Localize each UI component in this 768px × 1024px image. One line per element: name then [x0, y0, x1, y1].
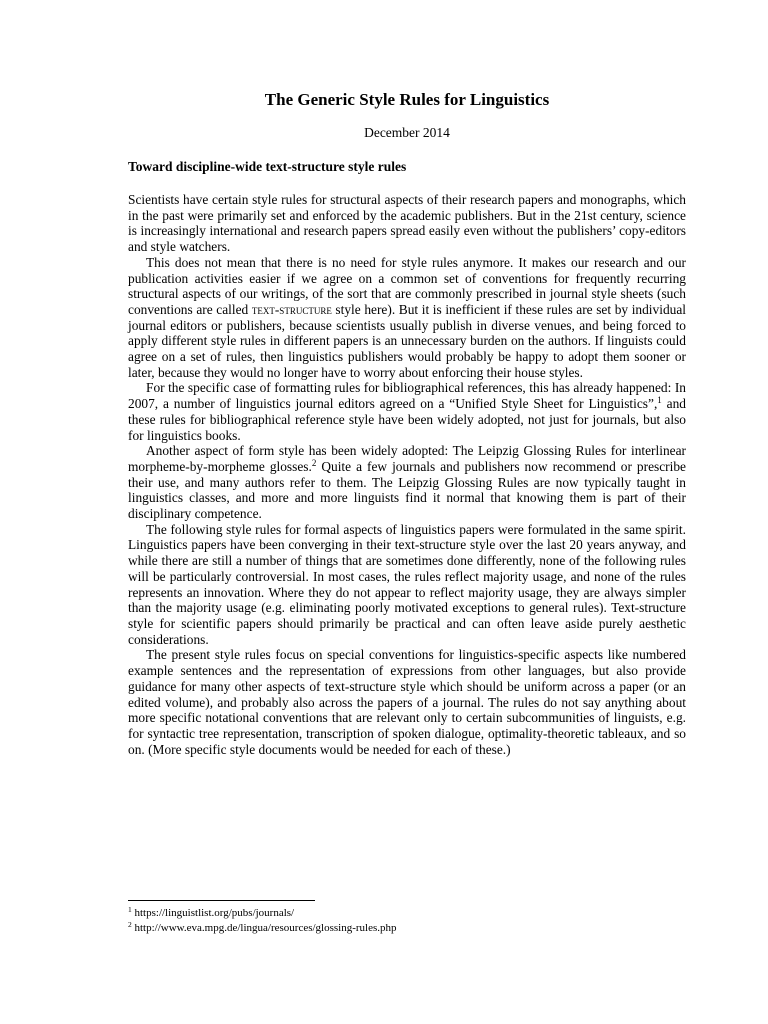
footnote-ref-1[interactable]: 1 — [657, 395, 662, 406]
small-caps-term: text-structure — [251, 301, 332, 317]
paragraph-5 — [128, 522, 686, 648]
footnote-2-number: 2 — [128, 920, 132, 929]
footnote-2-link[interactable]: http://www.eva.mpg.de/lingua/resources/glossing-rules.php — [134, 922, 397, 934]
paragraph-5-text: The following style rules for formal aspects of linguistics papers were formulated in the same spirit. Linguistics papers have been converging in their text-structure style over the last 20 years anyway, and while there are still a number of things that are sometimes done differently, none of the following rules will be particularly controversial. In most cases, the rules reflect majority usage, and none of the rules represents an innovation. Where they do not appear to reflect majority usage, they are always simpler than the majority usage (e.g. eliminating poorly motivated exceptions to general rules). Text-structure style for scientific papers should primarily be practical and can often leave aside purely aesthetic considerations. — [128, 521, 686, 647]
paragraph-2-text-a: This does not mean that there is no need for style rules anymore. It makes our research and our publication activities easier if we agree on a common set of conventions for frequently recurring structural aspects of our writings, of the sort that are commonly prescribed in journal style sheets (such conventions are called — [128, 254, 686, 317]
footnote-2 — [128, 921, 397, 936]
body-text — [128, 192, 686, 757]
paragraph-2 — [128, 255, 686, 381]
paragraph-1 — [128, 192, 686, 255]
footnotes — [128, 906, 397, 936]
paragraph-1-text: Scientists have certain style rules for structural aspects of their research papers and monographs, which in the past were primarily set and enforced by the academic publishers. But in the 21st century, science is increasingly international and research papers spread easily even without the publishers’ copy-editors and style watchers. — [128, 192, 686, 255]
footnote-1-link[interactable]: https://linguistlist.org/pubs/journals/ — [134, 907, 295, 919]
footnote-separator — [128, 900, 315, 901]
paragraph-3-text-b: and these rules for bibliographical reference style have been widely adopted, not just for journals, but also for linguistics books. — [128, 396, 687, 443]
paragraph-2-text-b: style here). But it is inefficient if these rules are set by individual journal editors or publishers, because scientists usually publish in diverse venues, and being forced to apply different style rules in different papers is an unnecessary burden on the authors. If linguists could agree on a set of rules, then linguistics publishers would probably be happy to adopt them sooner or later, because they would no longer have to worry about enforcing their house styles. — [128, 301, 686, 380]
paragraph-4 — [128, 443, 686, 522]
footnote-ref-2[interactable]: 2 — [311, 457, 317, 468]
footnote-1 — [128, 906, 397, 921]
document-page — [128, 0, 686, 1024]
document-date: December 2014 — [364, 125, 450, 140]
paragraph-6-text: The present style rules focus on special conventions for linguistics-specific aspects like numbered example sentences and the representation of expressions from other languages, but also provide guidance for many other aspects of text-structure style which should be uniform across a paper (or an edited volume), and probably also across the papers of a journal. The rules do not say anything about more specific notational conventions that are relevant only to certain subcommunities of linguists, e.g. for syntactic tree representation, transcription of spoken dialogue, optimality-theoretic tableaux, and so on. (More specific style documents would be needed for each of these.) — [128, 647, 686, 757]
document-title: The Generic Style Rules for Linguistics — [264, 90, 550, 109]
footnote-1-number: 1 — [128, 905, 132, 914]
paragraph-4-text-a: Another aspect of form style has been widely adopted: The Leipzig Glossing Rules for interlinear morpheme-by-morpheme glosses. — [128, 443, 686, 474]
section-heading: Toward discipline-wide text-structure style rules — [128, 159, 407, 174]
paragraph-3-text-a: For the specific case of formatting rules for bibliographical references, this has already happened: In 2007, a number of linguistics journal editors agreed on a “Unified Style Sheet for Linguistics”, — [128, 380, 686, 412]
paragraph-6 — [128, 647, 686, 757]
paragraph-3 — [128, 380, 686, 443]
paragraph-4-text-b: Quite a few journals and publishers now recommend or prescribe their use, and many authors refer to them. The Leipzig Glossing Rules are now typically taught in linguistics classes, and more and more linguists find it normal that knowing them is part of their disciplinary competence. — [128, 458, 686, 522]
